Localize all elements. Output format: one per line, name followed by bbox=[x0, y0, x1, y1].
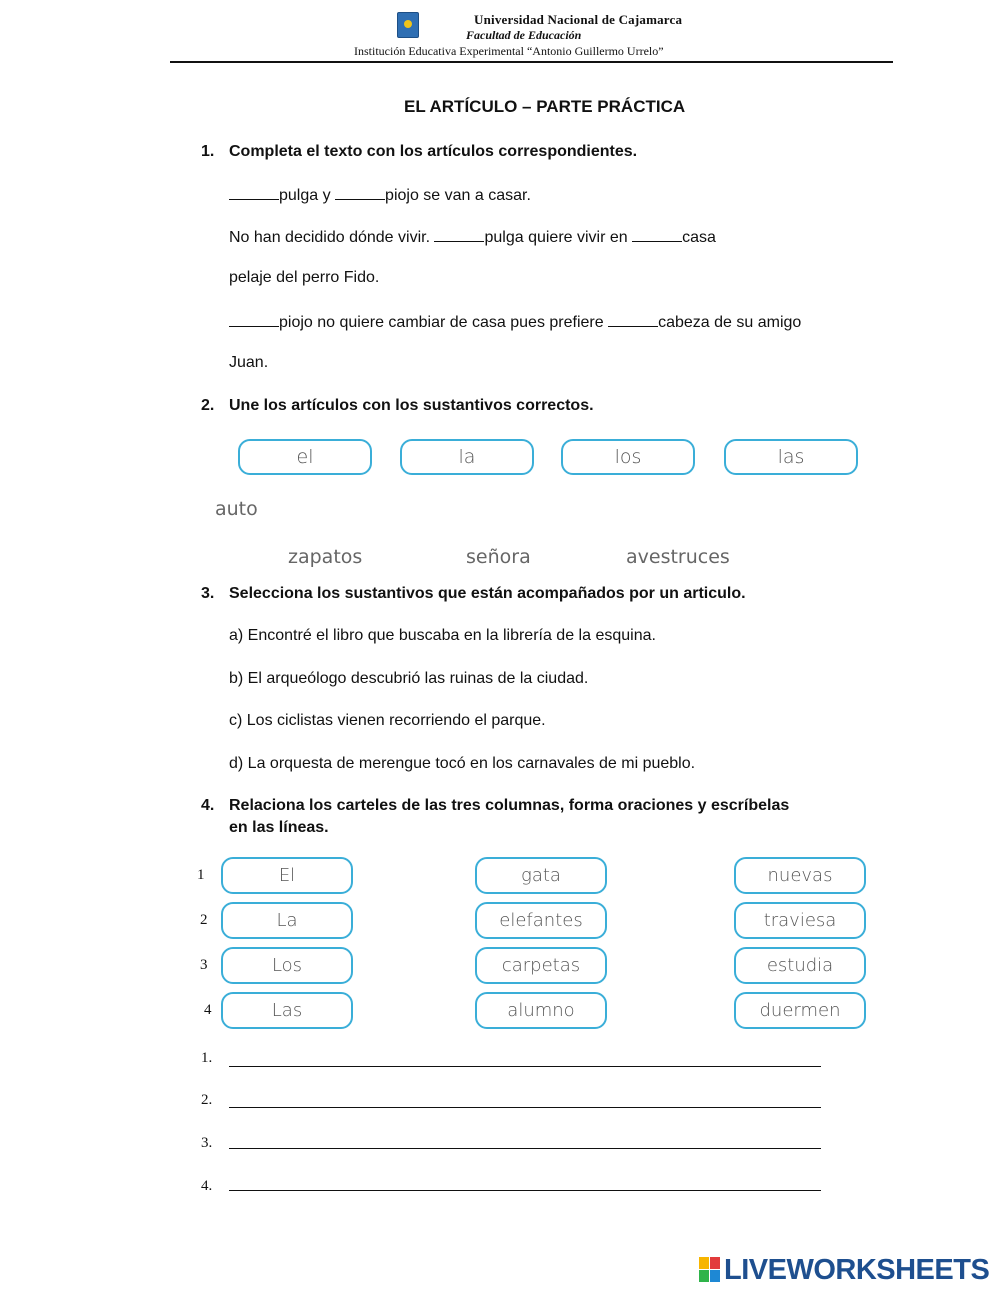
institution-name: Institución Educativa Experimental “Antonio Guillermo Urrelo” bbox=[354, 44, 664, 58]
q1-number: 1. bbox=[201, 143, 215, 160]
q1-blank-5[interactable] bbox=[229, 312, 279, 327]
q4-row-number: 2 bbox=[200, 912, 208, 928]
answer-line-2[interactable] bbox=[229, 1107, 821, 1108]
university-name: Universidad Nacional de Cajamarca bbox=[474, 12, 683, 27]
q4-col1-card-el[interactable]: El bbox=[221, 857, 353, 894]
q4-col1-card-la[interactable]: La bbox=[221, 902, 353, 939]
answer-number: 1. bbox=[201, 1050, 213, 1066]
liveworksheets-logo-icon bbox=[699, 1257, 721, 1283]
faculty-name: Facultad de Educación bbox=[466, 28, 582, 42]
q1-prompt: Completa el texto con los artículos correspondientes. bbox=[229, 143, 638, 160]
q1-blank-2[interactable] bbox=[335, 185, 385, 200]
q1-line-1: pulga y piojo se van a casar. bbox=[229, 185, 531, 205]
q4-col3-card-duermen[interactable]: duermen bbox=[734, 992, 866, 1029]
page-title: EL ARTÍCULO – PARTE PRÁCTICA bbox=[404, 97, 686, 116]
q4-col3-card-traviesa[interactable]: traviesa bbox=[734, 902, 866, 939]
q1-blank-3[interactable] bbox=[434, 227, 484, 242]
article-el[interactable]: el bbox=[238, 439, 372, 475]
article-la[interactable]: la bbox=[400, 439, 534, 475]
noun-zapatos[interactable]: zapatos bbox=[288, 546, 363, 568]
q3-option-c[interactable]: c) Los ciclistas vienen recorriendo el parque. bbox=[229, 712, 546, 729]
q1-blank-1[interactable] bbox=[229, 185, 279, 200]
liveworksheets-brand[interactable]: LIVEWORKSHEETS bbox=[724, 1254, 990, 1286]
answer-line-4[interactable] bbox=[229, 1190, 821, 1191]
q1-line-3: pelaje del perro Fido. bbox=[229, 269, 380, 286]
noun-auto[interactable]: auto bbox=[215, 498, 258, 520]
answer-number: 3. bbox=[201, 1135, 213, 1151]
noun-senora[interactable]: señora bbox=[466, 546, 531, 568]
answer-line-1[interactable] bbox=[229, 1066, 821, 1067]
q3-number: 3. bbox=[201, 585, 215, 602]
q1-blank-6[interactable] bbox=[608, 312, 658, 327]
noun-avestruces[interactable]: avestruces bbox=[626, 546, 730, 568]
q1-line-2: No han decidido dónde vivir. pulga quiere vivir en casa bbox=[229, 229, 716, 246]
q4-number: 4. bbox=[201, 797, 215, 814]
q3-option-a[interactable]: a) Encontré el libro que buscaba en la librería de la esquina. bbox=[229, 627, 656, 644]
q4-col2-card-carpetas[interactable]: carpetas bbox=[475, 947, 607, 984]
q3-prompt: Selecciona los sustantivos que están acompañados por un articulo. bbox=[229, 585, 746, 602]
q4-prompt-line-1: Relaciona los carteles de las tres columnas, forma oraciones y escríbelas bbox=[229, 797, 790, 814]
q1-line-4: piojo no quiere cambiar de casa pues prefiere cabeza de su amigo bbox=[229, 312, 801, 332]
q4-row-number: 1 bbox=[197, 867, 205, 883]
q3-option-b[interactable]: b) El arqueólogo descubrió las ruinas de la ciudad. bbox=[229, 670, 589, 687]
q4-col3-card-nuevas[interactable]: nuevas bbox=[734, 857, 866, 894]
q2-number: 2. bbox=[201, 397, 215, 414]
q4-col3-card-estudia[interactable]: estudia bbox=[734, 947, 866, 984]
q4-col2-card-gata[interactable]: gata bbox=[475, 857, 607, 894]
q1-line-5: Juan. bbox=[229, 354, 269, 371]
q4-col1-card-los[interactable]: Los bbox=[221, 947, 353, 984]
answer-number: 4. bbox=[201, 1178, 213, 1194]
q4-col2-card-elefantes[interactable]: elefantes bbox=[475, 902, 607, 939]
university-crest-icon bbox=[397, 12, 419, 38]
answer-line-3[interactable] bbox=[229, 1148, 821, 1149]
q4-row-number: 4 bbox=[204, 1002, 212, 1018]
q1-blank-4[interactable] bbox=[632, 227, 682, 242]
q4-row-number: 3 bbox=[200, 957, 208, 973]
article-las[interactable]: las bbox=[724, 439, 858, 475]
q3-option-d[interactable]: d) La orquesta de merengue tocó en los carnavales de mi pueblo. bbox=[229, 755, 696, 772]
q2-prompt: Une los artículos con los sustantivos correctos. bbox=[229, 397, 594, 414]
q4-prompt-line-2: en las líneas. bbox=[229, 819, 329, 836]
article-los[interactable]: los bbox=[561, 439, 695, 475]
answer-number: 2. bbox=[201, 1092, 213, 1108]
header-divider bbox=[170, 61, 893, 63]
q4-col1-card-las[interactable]: Las bbox=[221, 992, 353, 1029]
q4-col2-card-alumno[interactable]: alumno bbox=[475, 992, 607, 1029]
